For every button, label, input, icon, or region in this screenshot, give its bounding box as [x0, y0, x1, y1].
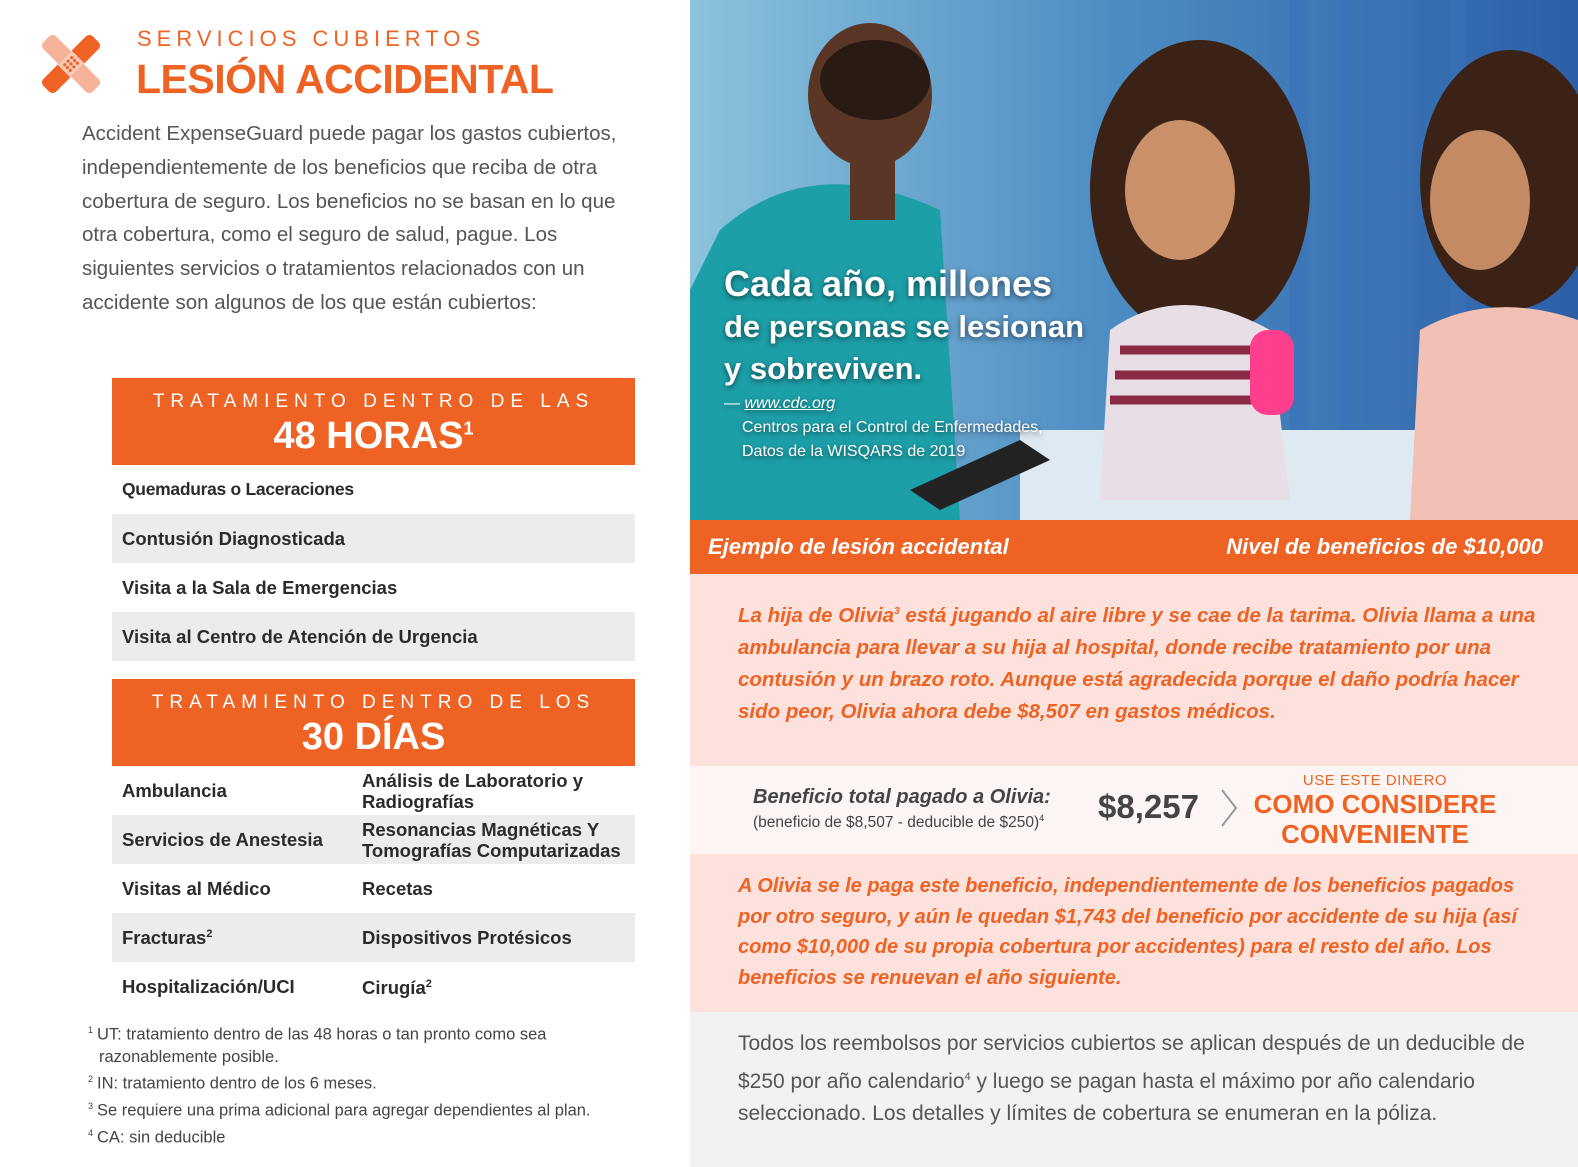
page-title: LESIÓN ACCIDENTAL [136, 56, 554, 102]
closing-paragraph: Todos los reembolsos por servicios cubiertos se aplican después de un deducible de $250 por año calendario$^4$ y luego se pagan hasta el máximo por año calendario seleccionado. Los detalles y límites de cobertura se enumeran en la póliza. [738, 1032, 1525, 1125]
quote-source: — www.cdc.org Centros para el Control de Enfermedades, Datos de la WISQARS de 2019 [724, 395, 1043, 460]
left-column [0, 0, 690, 1167]
table-30-title: 30 DÍAS [301, 716, 446, 758]
table-30-days [112, 679, 635, 1011]
table-row: Ambulancia Análisis de Laboratorio y Radiografías [122, 769, 584, 812]
example-band [690, 520, 1578, 574]
section-eyebrow: SERVICIOS CUBIERTOS [137, 26, 486, 51]
example-title: Ejemplo de lesión accidental [708, 534, 1009, 559]
example-outcome: A Olivia se le paga este beneficio, independientemente de los beneficios pagados por otro seguro, y aún le quedan $1,743 del beneficio por accidente de su hija (así como $10,000 de su propia cobertura por accidentes) para el resto del año. Los beneficios se renuevan el año siguiente. [690, 854, 1578, 1012]
table-row: Servicios de Anestesia Resonancias Magnéticas Y Tomografías Computarizadas [112, 815, 635, 864]
table-48-subtitle: TRATAMIENTO DENTRO DE LAS [152, 391, 595, 412]
table-row: Fracturas$^2$ Dispositivos Protésicos [112, 913, 635, 962]
footnote: $^1$ UT: tratamiento dentro de las 48 horas o tan pronto como sea razonablemente posible. [88, 1025, 547, 1066]
quote-line-1: Cada año, millones [724, 263, 1053, 304]
table-48-hours [112, 378, 635, 661]
benefit-amount: $8,257 [1098, 788, 1199, 825]
table-row: Visita al Centro de Atención de Urgencia [112, 612, 635, 661]
footnote: $^4$ CA: sin deducible [88, 1127, 226, 1147]
benefit-label: Beneficio total pagado a Olivia: (beneficio de $8,507 - deducible de $250)$^4$ [753, 786, 1051, 832]
intro-paragraph: Accident ExpenseGuard puede pagar los gastos cubiertos, independientemente de los beneficios que reciba de otra cobertura de seguro. Los beneficios no se basan en lo que otra cobertura, como el seguro de salud, pague. Los siguientes servicios o tratamientos relacionados con un accidente son algunos de los que están cubiertos: [82, 122, 617, 314]
benefit-level: Nivel de beneficios de $10,000 [1226, 534, 1543, 559]
table-row: Visitas al Médico Recetas [122, 877, 433, 899]
use-money-callout: USE ESTE DINERO COMO CONSIDERE CONVENIENTE [1253, 772, 1497, 849]
cdc-quote [724, 262, 1084, 464]
example-story: La hija de Olivia$^3$ está jugando al aire libre y se cae de la tarima. Olivia llama a una ambulancia para llevar a su hija al hospital, donde recibe tratamiento por una contusión y un brazo roto. Aunque está agradecida porque el daño podría hacer sido peor, Olivia ahora debe $8,507 en gastos médicos. [690, 574, 1578, 766]
bandage-icon [40, 33, 102, 95]
table-30-subtitle: TRATAMIENTO DENTRO DE LOS [151, 692, 596, 713]
quote-line-3: y sobreviven. [724, 351, 923, 386]
footnotes [88, 1019, 648, 1148]
footnote: $^3$ Se requiere una prima adicional para agregar dependientes al plan. [88, 1100, 591, 1120]
table-row: Contusión Diagnosticada [112, 514, 635, 563]
benefit-summary [690, 766, 1578, 854]
quote-line-2: de personas se lesionan [724, 309, 1085, 344]
table-row: Quemaduras o Laceraciones [122, 479, 354, 499]
chevron-right-icon [1218, 788, 1240, 828]
table-row: Hospitalización/UCI Cirugía$^2$ [122, 975, 432, 999]
footnote: $^2$ IN: tratamiento dentro de los 6 meses. [88, 1074, 377, 1093]
table-48-header [112, 378, 635, 465]
cdc-link[interactable]: www.cdc.org [744, 395, 836, 412]
table-30-header [112, 679, 635, 766]
table-48-title: 48 HORAS$^1$ [273, 415, 474, 457]
table-row: Visita a la Sala de Emergencias [122, 576, 398, 598]
right-column [690, 0, 1578, 1167]
